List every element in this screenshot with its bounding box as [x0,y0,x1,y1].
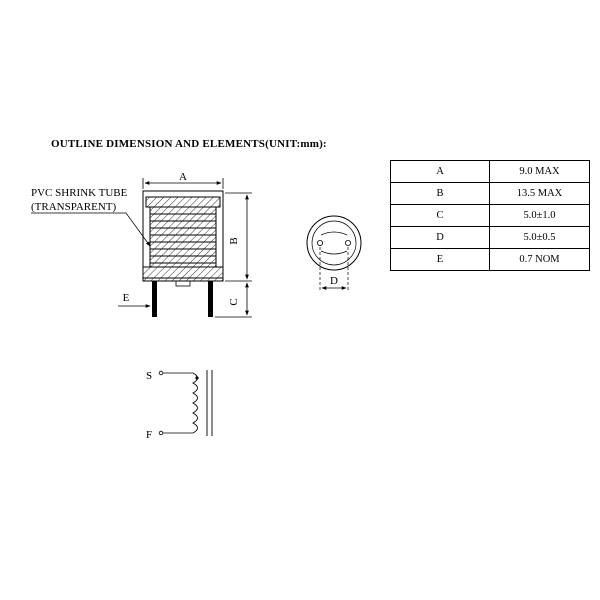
callout-leader [31,213,150,246]
dimension-row [391,227,590,249]
dimension-row [391,249,590,271]
callout-line-1: PVC SHRINK TUBE [31,187,128,199]
base-nub [176,281,190,286]
callout-line-2: (TRANSPARENT) [31,201,117,213]
winding-body [150,207,216,267]
dimension-key: A [391,161,490,183]
core-top-flange [146,197,220,207]
dimension-b-label: B [228,237,240,245]
pin-hole-right [345,240,350,245]
dimension-key: D [391,227,490,249]
dimension-key: C [391,205,490,227]
dimension-c-label: C [228,298,240,306]
dimension-value: 5.0±0.5 [490,227,590,249]
dimension-a-label: A [179,171,187,183]
inductor-side-view [31,171,252,317]
start-terminal [159,371,163,375]
dimension-key: E [391,249,490,271]
dimension-row [391,161,590,183]
dimension-key: B [391,183,490,205]
dimension-value: 9.0 MAX [490,161,590,183]
dimension-value: 13.5 MAX [490,183,590,205]
lead-right [208,281,213,317]
finish-terminal [159,431,163,435]
lead-left [152,281,157,317]
dimension-value: 5.0±1.0 [490,205,590,227]
dimension-e-label: E [122,292,130,304]
bottom-outline [307,216,361,270]
dimension-table [390,160,590,271]
base-flange [143,267,223,281]
dimension-row [391,183,590,205]
pin-hole-left [317,240,322,245]
dimension-value: 0.7 NOM [490,249,590,271]
schematic-finish-label: F [146,429,153,441]
inductor-schematic [146,370,212,441]
coil-symbol [193,373,198,433]
schematic-start-label: S [146,370,153,382]
page-title: OUTLINE DIMENSION AND ELEMENTS(UNIT:mm): [51,138,327,150]
dimension-d-label: D [330,275,338,287]
dimension-row [391,205,590,227]
inductor-bottom-view [307,216,361,292]
